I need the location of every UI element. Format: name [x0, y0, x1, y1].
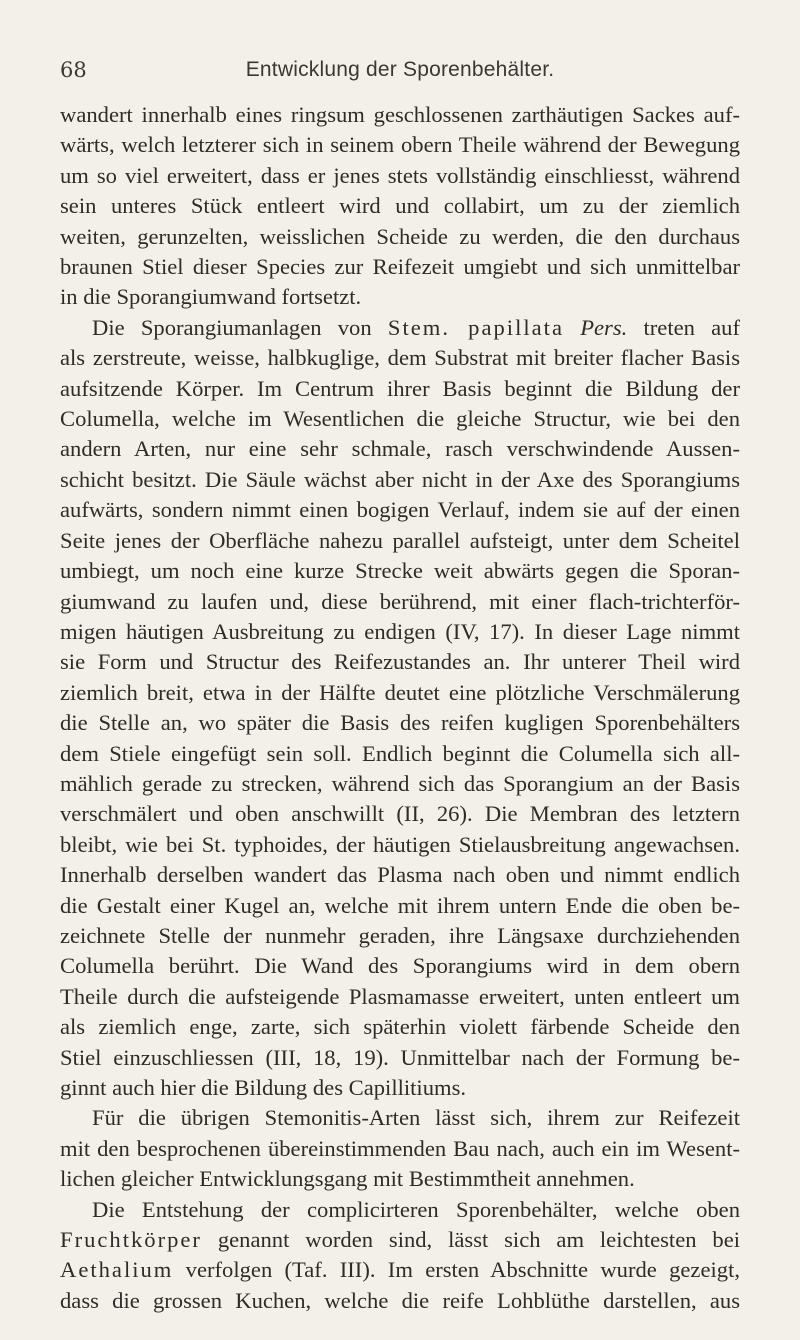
page-number: 68	[60, 58, 87, 82]
page-header	[60, 58, 740, 88]
text-line: als zerstreute, weisse, halbkuglige, dem Substrat mit breiter flacher Basis	[60, 345, 740, 371]
term-fruchtkoerper: Fruchtkörper	[60, 1227, 202, 1253]
text-line: umbiegt, um noch eine kurze Strecke weit abwärts gegen die Sporan-	[60, 558, 740, 584]
text-line: braunen Stiel dieser Species zur Reifezeit umgiebt und sich unmittelbar	[60, 254, 740, 280]
text-line: bleibt, wie bei St. typhoides, der häutigen Stielausbreitung angewachsen.	[60, 831, 740, 857]
text-line: zeichnete Stelle der nunmehr geraden, ihre Längsaxe durchziehenden	[60, 922, 740, 948]
text-line: Columella berührt. Die Wand des Sporangiums wird in dem obern	[60, 953, 740, 979]
text-line: andern Arten, nur eine sehr schmale, rasch verschwindende Aussen-	[60, 436, 740, 462]
text-line: migen häutigen Ausbreitung zu endigen (IV, 17). In dieser Lage nimmt	[60, 618, 740, 644]
text-line: schicht besitzt. Die Säule wächst aber nicht in der Axe des Sporangiums	[60, 466, 740, 492]
text-line: sie Form und Structur des Reifezustandes an. Ihr unterer Theil wird	[60, 649, 740, 675]
text-line: ginnt auch hier die Bildung des Capillitiums.	[60, 1075, 467, 1100]
text-line: dass die grossen Kuchen, welche die reife Lohblüthe darstellen, aus	[60, 1287, 740, 1313]
text-line: verschmälert und oben anschwillt (II, 26). Die Membran des letztern	[60, 801, 740, 827]
text-line: mit den besprochenen übereinstimmenden Bau nach, auch ein im Wesent-	[60, 1135, 740, 1161]
text-line: Fruchtkörper genannt worden sind, lässt sich am leichtesten bei	[60, 1227, 740, 1253]
text-line: Columella, welche im Wesentlichen die gleiche Structur, wie bei den	[60, 406, 740, 432]
text-line: sein unteres Stück entleert wird und collabirt, um zu der ziemlich	[60, 193, 740, 219]
text-line: giumwand zu laufen und, diese berührend, mit einer flach-trichterför-	[60, 588, 740, 614]
text-line: Theile durch die aufsteigende Plasmamasse erweitert, unten entleert um	[60, 983, 740, 1009]
text-line: Innerhalb derselben wandert das Plasma nach oben und nimmt endlich	[60, 862, 740, 888]
genus-aethalium: Aethalium	[60, 1257, 174, 1283]
text-line: Die Sporangiumanlagen von Stem. papillata Pers. treten auf	[92, 314, 740, 340]
text-line: aufwärts, sondern nimmt einen bogigen Verlauf, indem sie auf der einen	[60, 497, 740, 523]
text-line: Aethalium verfolgen (Taf. III). Im ersten Abschnitte wurde gezeigt,	[60, 1257, 740, 1283]
text-line: ziemlich breit, etwa in der Hälfte deutet eine plötzliche Verschmälerung	[60, 679, 740, 705]
text-line: mählich gerade zu strecken, während sich das Sporangium an der Basis	[60, 770, 740, 796]
text-line: aufsitzende Körper. Im Centrum ihrer Basis beginnt die Bildung der	[60, 375, 740, 401]
text-line: die Stelle an, wo später die Basis des reifen kugligen Sporenbehälters	[60, 710, 740, 736]
text-line: die Gestalt einer Kugel an, welche mit ihrem untern Ende die oben be-	[60, 892, 740, 918]
text-line: Stiel einzuschliessen (III, 18, 19). Unmittelbar nach der Formung be-	[60, 1044, 740, 1070]
text-line: lichen gleicher Entwicklungsgang mit Bestimmtheit annehmen.	[60, 1166, 635, 1192]
text-line: um so viel erweitert, dass er jenes stets vollständig einschliesst, während	[60, 162, 740, 188]
text-line: wandert innerhalb eines ringsum geschlossenen zarthäutigen Sackes auf-	[60, 102, 740, 127]
text-line: Seite jenes der Oberfläche nahezu parallel aufsteigt, unter dem Scheitel	[60, 527, 740, 553]
text-line: wärts, welch letzterer sich in seinem obern Theile während der Bewegung	[60, 132, 740, 158]
text-line: in die Sporangiumwand fortsetzt.	[60, 284, 362, 310]
running-head: Entwicklung der Sporenbehälter.	[245, 58, 555, 81]
text-line: weiten, gerunzelten, weisslichen Scheide zu werden, die den durchaus	[60, 223, 740, 249]
species-name: Stem. papillata	[387, 314, 564, 340]
body-text	[60, 100, 740, 1316]
text-line: als ziemlich enge, zarte, sich späterhin violett färbende Scheide den	[60, 1014, 740, 1040]
author-abbreviation: Pers.	[580, 314, 628, 340]
text-line: Für die übrigen Stemonitis-Arten lässt sich, ihrem zur Reifezeit	[92, 1105, 740, 1131]
text-line: dem Stiele eingefügt sein soll. Endlich beginnt die Columella sich all-	[60, 740, 740, 766]
text-line: Die Entstehung der complicirteren Sporenbehälter, welche oben	[92, 1196, 740, 1222]
